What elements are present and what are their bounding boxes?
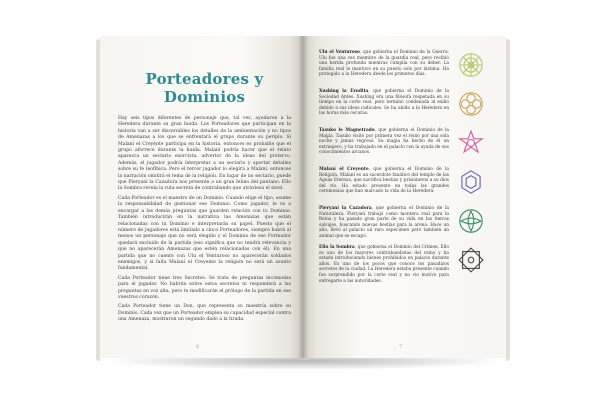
entry-ello	[319, 245, 492, 284]
entry-tasuko	[319, 128, 492, 164]
intro-paragraph: Hay seis tipos diferentes de personaje que, tal vez, ayudaron a la Heredera durante su gran huida. Los Porteadores que participan en la historia van a ser discernibles los detalles de la ambientación y no tipos de Amenazas a los que se enfrentará el grupo durante su periplo. Si Malaní el Creyente participa en la historia, entonces es probable que el grupo aforrece durante la huida. Malaní podría hacer que el relato aparezca un sectario exorcista, advertor de la ideas del protervo. Además, el jugador podría interpretar a un sectario y aportar detalles sobre su fe teoflhica. Pero el tercer jugador lo elegirá a Malaní, entonces la narración omitirá el tema de la religión. En lugar de no sectario, puede que Pieryani la Cazadora nos presente a un gran felino del pantano. Ello la Sombra revela la ruta secreta de contrabando que atraviesa el nivel.	[118, 116, 291, 192]
magic-emblem-icon	[457, 129, 485, 157]
entry-ulu	[319, 50, 492, 86]
entry-malani	[319, 167, 492, 203]
left-page-number: 6	[196, 344, 200, 350]
gift-paragraph: Cada Porteador tiene un Don, que representa su maestría sobre su Dominio. Cada vez que un Porteador emplea su capacidad especial contra una Amenaza, mostraron un segundo dado a la tirada.	[118, 304, 291, 323]
nature-emblem-icon	[457, 207, 485, 235]
chapter-title: Porteadores y Dominios	[145, 70, 264, 106]
right-page	[303, 36, 506, 358]
left-page	[100, 36, 303, 358]
entry-text: Pieryaní la Cazadora, que gobierna el Dominio de la Naturaleza. Pieryaní trabajó como montera real para la Reina y ha pasado gran parte de su vida en las tierras salvajes, buscando nuevas bestias para la arena. Hace un año, llevó al palacio un raro espécimen pero también un animal que se escapó.	[319, 206, 449, 239]
entry-text: Malaní el Creyente, que gobierna el Dominio de la Religión. Malaní es un sacerdote fanático del templo de las Aguas Eternas, que sacrifica bestias y prisioneros a su dios del río. Ha estado presente en todas las grandes ceremonias que han marcado la vida de la Heredera.	[319, 167, 449, 195]
book-gutter	[298, 36, 308, 358]
right-page-edge	[506, 39, 510, 361]
open-book	[100, 36, 506, 362]
right-page-number: 7	[399, 344, 403, 350]
war-emblem-icon	[457, 51, 485, 79]
crime-emblem-icon	[457, 246, 485, 274]
society-emblem-icon	[457, 90, 485, 118]
religion-emblem-icon	[457, 168, 485, 196]
entry-text: Ello la Sombra, que gobierna el Dominio del Crimen. Ello es uno de los mayores contrabandistas del reino y ha estado introduciendo bienes prohibidos en palacio durante años. Es uno de los pocos que conoce los pasadizos secretos de la ciudad. La Heredera estaba presente cuando fue sorprendido por la corte real y no vio motivo para entregarle a las autoridades.	[319, 245, 449, 284]
entry-text: Tasuko le Magnetrado, que gobierna el Dominio de la Magia. Tasuko visitó por primera vez el reino por una sola noche y jamás regresó. Su magia ha hecho de él un extranjero, y ha trabajado en el palacio con la ayuda de sus conocimientos arcanos.	[319, 128, 449, 156]
entry-text: Ulu el Venturoso, que gobierna el Dominio de la Guerra. Ulu fue una vez miembro de la guardia real, pero recibió una herida profunda mientras cumplía con su deber. La familia real le mantuvo en su puesto solo por lástima. Ha protegido a la Heredera desde los primeros días.	[319, 50, 449, 78]
secrets-paragraph: Cada Porteador tiene tres Secretos. Se trata de preguntas incómodas para el jugador. No habrán sobre estos secretos ni responderá a las preguntas en voz alta, pero te modificarán el prólogo de la partida en ese vuestros corazón.	[118, 275, 291, 300]
entry-text: Xushing la Erudita, que gobierna el Dominio de la Sociedad Antes. Xushing era una filósofa respetada en su tiempo en la corte real, pero terminó condenada al exilio debido a sus ideas radicales. Se ha unido a la Heredera en las horas más oscuras.	[319, 89, 449, 117]
entry-pieryani	[319, 206, 492, 242]
domain-paragraph: Cada Porteador es el maestro de un Dominio. Cuando elige el tipo, asume la responsabilidad de gestionar ese Dominio. Como jugador, le va a encargar a los demás preguntas que guarden relación con tu Dominio. También introducirán en la narrativa las Amenazas que están relacionadas con tu Dominio e interpretarás su papel. Puesto que el número de jugadores está limitado a cinco Porteadores, siempre habrá al menos un personaje que no será elegido y el Dominio de ese Porteador quedará excluido de la partida (eso significa que no tendrá relevancia y que no aparecerán Amenazas que estén relacionadas con él). En una partida que no cuente con Ulu el Venturoso no aparecerán soldados enemigos, y si falta Malaní el Creyente la religión no será un asunto fundamental.	[118, 195, 291, 272]
entry-xushing	[319, 89, 492, 125]
